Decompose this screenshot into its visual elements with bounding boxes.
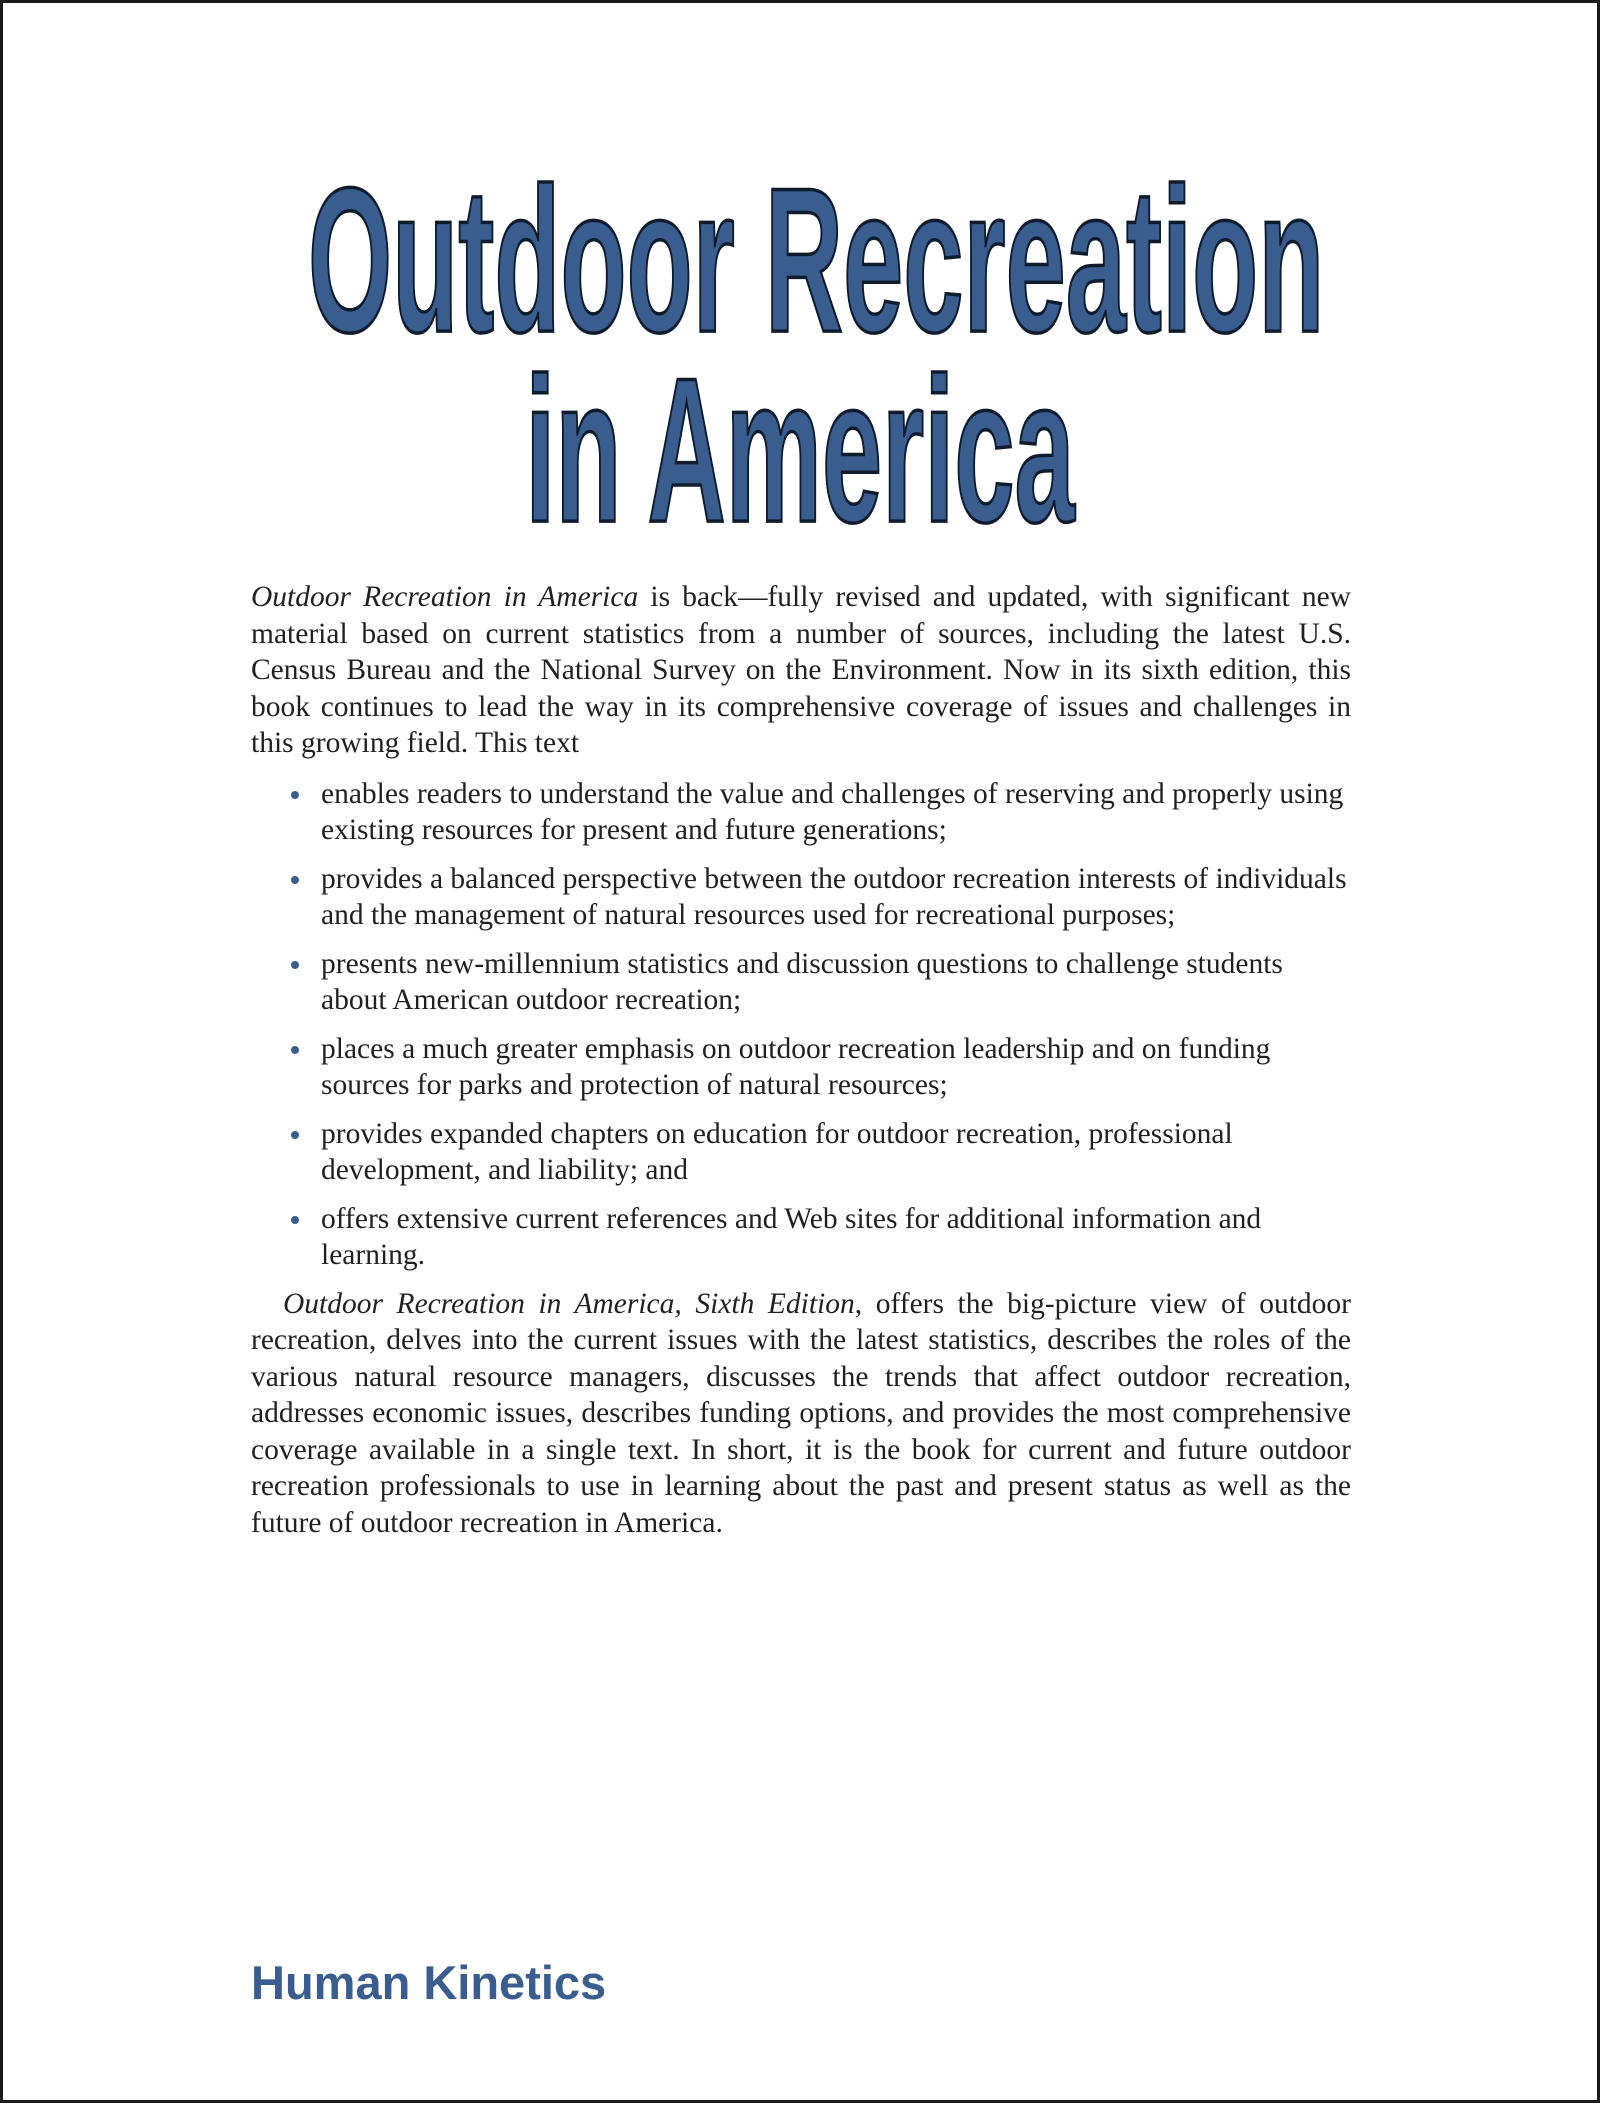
bullet-dot-icon — [291, 1216, 299, 1224]
feature-text: enables readers to understand the value and challenges of reserving and properly using existing resources for present and future generations; — [321, 777, 1344, 846]
bullet-dot-icon — [291, 961, 299, 969]
bullet-dot-icon — [291, 876, 299, 884]
intro-text: is back—fully revised and updated, with significant new material based on current statistics from a number of sources, including the latest U.S. Census Bureau and the National Survey on the Environment. Now in its sixth edition, this book continues to lead the way in its comprehensive coverage of issues and challenges in this growing field. This text — [251, 581, 1351, 759]
closing-text: , offers the big-picture view of outdoor recreation, delves into the current issues with the latest statistics, describes the roles of the various natural resource managers, discusses the trends that affect outdoor recreation, addresses economic issues, describes funding options, and provides the most comprehensive coverage available in a single text. In short, it is the book for current and future outdoor recreation professionals to use in learning about the past and present status as well as the future of outdoor recreation in America. — [251, 1287, 1351, 1539]
bullet-dot-icon — [291, 791, 299, 799]
feature-list-item — [321, 861, 1351, 934]
closing-book-title: Outdoor Recreation in America, Sixth Edition — [283, 1287, 855, 1320]
title-line-1: Outdoor Recreation — [308, 146, 1325, 376]
feature-list-item — [321, 776, 1351, 849]
feature-text: provides a balanced perspective between the outdoor recreation interests of individuals and the management of natural resources used for recreational purposes; — [321, 862, 1347, 931]
publisher-name: Human Kinetics — [251, 1956, 607, 2009]
feature-text: presents new-millennium statistics and discussion questions to challenge students about American outdoor recreation; — [321, 947, 1283, 1016]
bullet-dot-icon — [291, 1131, 299, 1139]
intro-paragraph — [251, 579, 1351, 762]
title-line-2: in America — [525, 336, 1075, 566]
feature-list-item — [321, 1116, 1351, 1189]
bullet-dot-icon — [291, 1046, 299, 1054]
feature-text: places a much greater emphasis on outdoor recreation leadership and on funding sources for parks and protection of natural resources; — [321, 1032, 1271, 1101]
feature-list-item — [321, 946, 1351, 1019]
feature-text: offers extensive current references and Web sites for additional information and learning. — [321, 1202, 1262, 1271]
feature-list — [251, 776, 1351, 1274]
intro-book-title: Outdoor Recreation in America — [251, 581, 639, 613]
closing-paragraph — [251, 1286, 1351, 1542]
feature-text: provides expanded chapters on education for outdoor recreation, professional development, and liability; and — [321, 1117, 1233, 1186]
feature-list-item — [321, 1201, 1351, 1274]
feature-list-item — [321, 1031, 1351, 1104]
book-title — [0, 146, 1600, 566]
back-cover-description — [251, 579, 1351, 1541]
